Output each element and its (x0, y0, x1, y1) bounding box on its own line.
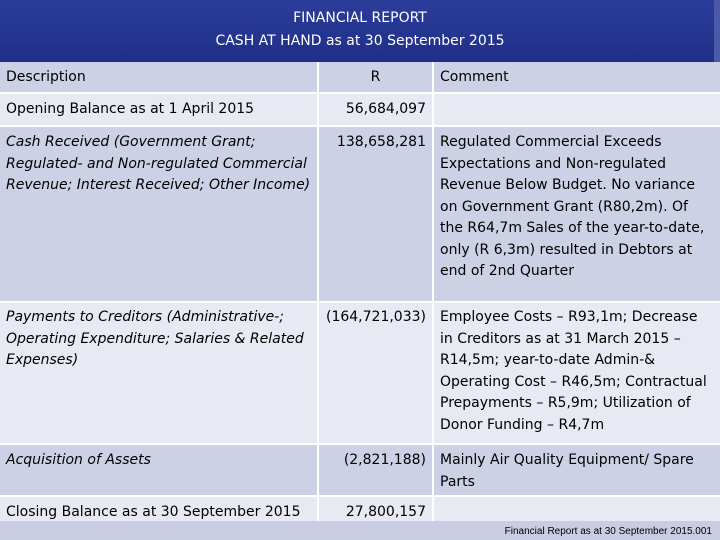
row-comment: Mainly Air Quality Equipment/ Spare Parts (433, 444, 720, 496)
table-row-cash-received (0, 126, 720, 302)
row-amount: (2,821,188) (318, 444, 433, 496)
row-description: Opening Balance as at 1 April 2015 (0, 93, 318, 126)
row-amount: 56,684,097 (318, 93, 433, 126)
table-row-acquisition-of-assets (0, 444, 720, 496)
table-header-row (0, 62, 720, 93)
cash-at-hand-table (0, 62, 720, 529)
row-comment: Employee Costs – R93,1m; Decrease in Creditors as at 31 March 2015 – R14,5m; year-to-date Admin-& Operating Cost – R46,5m; Contractual Prepayments – R5,9m; Utilization of Donor Funding – R4,7m (433, 302, 720, 444)
report-title: FINANCIAL REPORT (293, 10, 427, 26)
report-header (0, 0, 720, 62)
row-amount: 27,800,157 (318, 496, 433, 528)
slide-footer (0, 521, 720, 540)
row-comment (433, 93, 720, 126)
row-amount: 138,658,281 (318, 126, 433, 302)
column-header-amount: R (318, 62, 433, 93)
column-header-description: Description (0, 62, 318, 93)
row-amount: (164,721,033) (318, 302, 433, 444)
row-description: Closing Balance as at 30 September 2015 (0, 496, 318, 528)
table-row-opening-balance (0, 93, 720, 126)
report-subtitle: CASH AT HAND as at 30 September 2015 (215, 33, 505, 49)
row-description: Cash Received (Government Grant; Regulated- and Non-regulated Commercial Revenue; Interest Received; Other Income) (0, 126, 318, 302)
row-description: Acquisition of Assets (0, 444, 318, 496)
row-comment: Regulated Commercial Exceeds Expectations and Non-regulated Revenue Below Budget. No variance on Government Grant (R80,2m). Of the R64,7m Sales of the year-to-date, only (R 6,3m) resulted in Debtors at end of 2nd Quarter (433, 126, 720, 302)
row-description: Payments to Creditors (Administrative-; Operating Expenditure; Salaries & Related Expenses) (0, 302, 318, 444)
footer-caption: Financial Report as at 30 September 2015.001 (504, 526, 712, 537)
column-header-comment: Comment (433, 62, 720, 93)
header-edge (714, 0, 720, 62)
table-row-payments-to-creditors (0, 302, 720, 444)
